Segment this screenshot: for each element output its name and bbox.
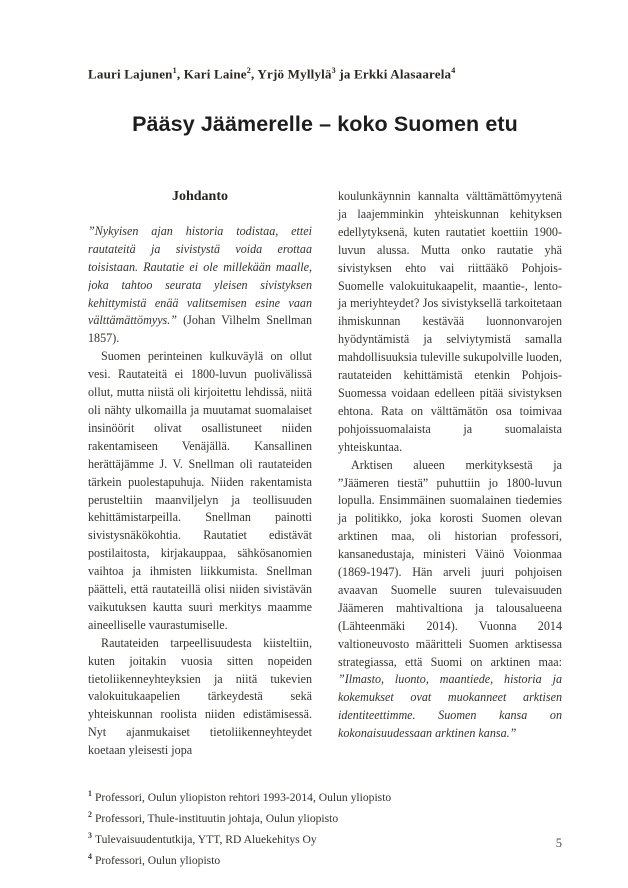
body-paragraph-with-quote: Arktisen alueen merkityksestä ja ”Jäämeren tiestä” puhuttiin jo 1800-luvun lopulla. Ensimmäinen suomalainen tiedemies ja politikko, joka korosti Suomen olevan arktinen maa, oli historian professori, kansanedustaja, ministeri Väinö Voionmaa (1869-1947). Hän arveli juuri pohjoisen avaavan Suomelle suuren tulevaisuuden Jäämeren mahtivaltiona ja talousalueena (Lähteenmäki 2014). Vuonna 2014 valtioneuvosto määritteli Suomen arktisessa strategiassa, että Suomi on arktinen maa: ”Ilmasto, luonto, maantiede, historia ja kokemukset ovat muokanneet arktisen identiteettimme. Suomen kansa on kokonaisuudessaan arktinen kansa.” bbox=[338, 457, 562, 741]
footnote bbox=[88, 848, 568, 869]
page-number: 5 bbox=[555, 836, 562, 850]
body-paragraph: koulunkäynnin kannalta välttämättömyytenä ja laajemminkin yhteiskunnan kehityksen edellytyksenä, kuten rautatiet koettiin 1900-luvun alussa. Mutta onko rautatie yhä sivistyksen ehto vai riittääkö Pohjois-Suomelle valokuitukaapelit, maantie-, lento- ja meriyhteydet? Jos sivistyksellä tarkoitetaan ihmiskunnan kestävää luonnonvarojen hyödyntämistä ja selviytymistä samalla mahdollisuuksia tuleville sukupolville luoden, rautateiden kehittämistä etenkin Pohjois-Suomessa voidaan edelleen pitää sivistyksen ehtona. Rata on välttämätön osa toimivaa pohjoissuomalaista ja suomalaista yhteiskuntaa. bbox=[338, 189, 562, 454]
article-body bbox=[88, 188, 562, 782]
left-column bbox=[88, 188, 312, 782]
footnote bbox=[88, 827, 568, 848]
footnote-number: 1 bbox=[88, 789, 92, 798]
footnote bbox=[88, 785, 568, 806]
authors-line: Lauri Lajunen$^1$, Kari Laine$^2$, Yrjö Myllylä$^3$ ja Erkki Alasaarela$^4$ bbox=[88, 66, 456, 82]
footnote-number: 4 bbox=[88, 851, 92, 861]
quote-paragraph: ”Nykyisen ajan historia todistaa, ettei rautateitä ja sivistystä voida erottaa toisistaan. Rautatie ei ole millekään maalle, joka tahtoo seurata yleisen sivistyksen kehittymistä enää valitsemisen esine vaan välttämättömyys.” (Johan Vilhelm Snellman 1857). bbox=[88, 223, 312, 346]
footnotes-block bbox=[88, 785, 568, 868]
footnote-number: 2 bbox=[88, 809, 92, 819]
right-column bbox=[338, 188, 562, 782]
footnote-text: Professori, Oulun yliopisto bbox=[94, 853, 221, 867]
footnote-number: 3 bbox=[88, 830, 92, 840]
page-title: Pääsy Jäämerelle – koko Suomen etu bbox=[132, 112, 518, 136]
section-heading-johdanto: Johdanto bbox=[171, 189, 229, 204]
body-paragraph: Suomen perinteinen kulkuväylä on ollut vesi. Rautateitä ei 1800-luvun puolivälissä ollut, mutta niistä oli kirjoitettu lehdissä, niitä oli nähty ulkomailla ja muutamat suomalaiset insinöörit olivat osallistuneet niiden rakentamiseen Venäjällä. Kansallinen herättäjämme J. V. Snellman oli rautateiden tärkein puolestapuhuja. Niiden rakentamista perusteltiin maanviljelyn ja teollisuuden kehittämistarpeilla. Snellman painotti sivistysnäkökohtia. Rautatiet edistävät postilaitosta, kirjakauppaa, sähkösanomien vaihtoa ja ihmisten liikkumista. Snellman päätteli, että rautateillä olisi niiden sivistävän vaikutuksen kautta suuri merkitys maamme aineelliselle vaurastumiselle. bbox=[88, 349, 312, 632]
footnote-text: Professori, Oulun yliopiston rehtori 1993-2014, Oulun yliopisto bbox=[94, 790, 392, 804]
footnote-text: Tulevaisuudentutkija, YTT, RD Aluekehitys Oy bbox=[94, 832, 317, 846]
body-paragraph: Rautateiden tarpeellisuudesta kiisteltiin, kuten joitakin vuosia sitten nopeiden tietoliikenneyhteyksien ja niitä tukevien valokuitukaapelien tärkeydestä sekä yhteiskunnan roolista niiden edistämisessä. Nyt ajanmukaiset tietoliikenneyhteydet koetaan yleisesti jopa bbox=[88, 635, 312, 758]
footnote bbox=[88, 806, 568, 827]
footnote-text: Professori, Thule-instituutin johtaja, Oulun yliopisto bbox=[94, 811, 339, 825]
